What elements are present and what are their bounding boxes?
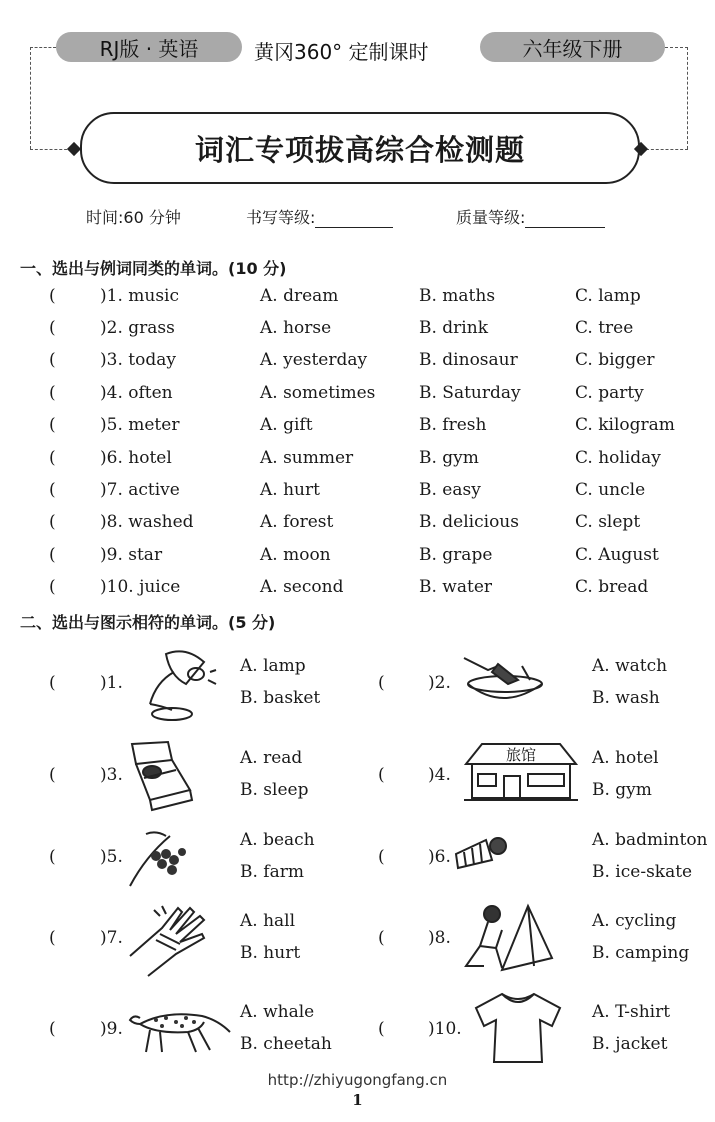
question-word: )3. today	[100, 350, 176, 370]
writing-grade-label: 书写等级:	[246, 208, 316, 227]
answer-paren[interactable]: (	[49, 318, 56, 338]
option-a: A. watch	[592, 656, 668, 676]
option-b: B. maths	[419, 286, 496, 306]
option-b: B. ice-skate	[592, 862, 693, 882]
option-c: C. party	[575, 383, 644, 403]
answer-paren[interactable]: (	[49, 286, 56, 306]
option-c: C. slept	[575, 512, 641, 532]
option-a: A. hall	[240, 911, 296, 931]
question-word: )2. grass	[100, 318, 175, 338]
option-a: A. gift	[260, 415, 313, 435]
question-word: )10. juice	[100, 577, 181, 597]
question-word: )8. washed	[100, 512, 194, 532]
answer-paren[interactable]: (	[49, 448, 56, 468]
option-b: B. dinosaur	[419, 350, 518, 370]
answer-paren[interactable]: (	[49, 847, 56, 867]
footer-url[interactable]: http://zhiyugongfang.cn	[267, 1071, 448, 1089]
answer-paren[interactable]: (	[49, 415, 56, 435]
question-number: )7.	[100, 928, 123, 948]
option-a: A. lamp	[240, 656, 306, 676]
option-b: B. cheetah	[240, 1034, 332, 1054]
quality-grade-blank[interactable]	[525, 227, 605, 228]
question-word: )9. star	[100, 545, 163, 565]
time-label: 时间:60 分钟	[86, 208, 181, 227]
option-c: C. lamp	[575, 286, 641, 306]
quality-grade-label: 质量等级:	[456, 208, 526, 227]
section1-row	[0, 286, 715, 316]
header-dash-right-vertical	[687, 47, 688, 149]
option-a: A. cycling	[592, 911, 677, 931]
option-b: B. basket	[240, 688, 321, 708]
option-c: C. tree	[575, 318, 634, 338]
option-a: A. whale	[240, 1002, 315, 1022]
option-a: A. moon	[260, 545, 331, 565]
option-a: A. hotel	[592, 748, 659, 768]
page-number: 1	[352, 1091, 363, 1109]
question-number: )10.	[428, 1019, 462, 1039]
question-word: )4. often	[100, 383, 173, 403]
shuttlecock-icon	[452, 832, 508, 882]
section1-row	[0, 415, 715, 445]
question-number: )5.	[100, 847, 123, 867]
option-c: C. bread	[575, 577, 649, 597]
answer-paren[interactable]: (	[49, 512, 56, 532]
option-a: A. badminton	[592, 830, 708, 850]
section1-row	[0, 448, 715, 478]
section1-heading: 一、选出与例词同类的单词。(10 分)	[20, 259, 287, 278]
option-c: C. bigger	[575, 350, 655, 370]
option-b: B. camping	[592, 943, 690, 963]
option-b: B. easy	[419, 480, 481, 500]
sleeping-bed-icon	[128, 740, 196, 814]
title-diamond-left	[67, 142, 81, 156]
t-shirt-icon	[472, 990, 564, 1064]
header-dash-left	[30, 47, 56, 48]
option-a: A. hurt	[260, 480, 320, 500]
question-number: )8.	[428, 928, 451, 948]
question-number: )1.	[100, 673, 123, 693]
option-a: A. sometimes	[260, 383, 376, 403]
question-word: )5. meter	[100, 415, 180, 435]
question-word: )1. music	[100, 286, 180, 306]
quality-grade	[456, 205, 605, 228]
question-number: )3.	[100, 765, 123, 785]
bandaged-hand-icon	[126, 900, 210, 978]
answer-paren[interactable]: (	[49, 673, 56, 693]
hotel-sign-text: 旅馆	[505, 746, 537, 764]
writing-grade-blank[interactable]	[315, 227, 393, 228]
answer-paren[interactable]: (	[49, 350, 56, 370]
option-c: C. holiday	[575, 448, 661, 468]
writing-grade	[246, 205, 393, 228]
option-c: C. kilogram	[575, 415, 675, 435]
option-b: B. gym	[592, 780, 652, 800]
page-title-box	[80, 112, 640, 184]
header-dash-right-bottom	[646, 149, 688, 150]
option-b: B. drink	[419, 318, 488, 338]
washing-basin-icon	[458, 650, 548, 712]
option-b: B. wash	[592, 688, 660, 708]
section1-row	[0, 512, 715, 542]
question-number: )4.	[428, 765, 451, 785]
section1-row	[0, 318, 715, 348]
option-b: B. farm	[240, 862, 304, 882]
answer-paren[interactable]: (	[378, 673, 385, 693]
option-a: A. beach	[240, 830, 315, 850]
option-a: A. read	[240, 748, 303, 768]
page-title: 词汇专项拔高综合检测题	[194, 132, 525, 167]
edition-pill	[56, 32, 242, 62]
option-a: A. second	[260, 577, 344, 597]
hotel-building-icon	[462, 740, 580, 806]
answer-paren[interactable]: (	[49, 928, 56, 948]
answer-paren[interactable]: (	[378, 847, 385, 867]
series-label: 黄冈360° 定制课时	[254, 40, 429, 64]
header-dash-left-bottom	[30, 149, 72, 150]
desk-lamp-icon	[126, 644, 218, 724]
option-a: A. dream	[260, 286, 339, 306]
answer-paren[interactable]: (	[49, 545, 56, 565]
header-dash-right	[665, 47, 688, 48]
question-number: )6.	[428, 847, 451, 867]
grape-vine-icon	[126, 826, 194, 888]
answer-paren[interactable]: (	[378, 765, 385, 785]
question-word: )6. hotel	[100, 448, 172, 468]
option-b: B. gym	[419, 448, 479, 468]
section1-row	[0, 480, 715, 510]
option-b: B. jacket	[592, 1034, 668, 1054]
option-b: B. Saturday	[419, 383, 521, 403]
option-b: B. sleep	[240, 780, 309, 800]
option-a: A. T-shirt	[592, 1002, 671, 1022]
answer-paren[interactable]: (	[49, 383, 56, 403]
answer-paren[interactable]: (	[49, 577, 56, 597]
section1-row	[0, 545, 715, 575]
section2-heading: 二、选出与图示相符的单词。(5 分)	[20, 613, 276, 632]
edition-label: RJ版 · 英语	[99, 36, 199, 61]
section1-row	[0, 350, 715, 380]
question-number: )9.	[100, 1019, 123, 1039]
option-b: B. hurt	[240, 943, 301, 963]
tent-camper-icon	[458, 900, 554, 974]
answer-paren[interactable]: (	[49, 480, 56, 500]
option-a: A. horse	[260, 318, 332, 338]
answer-paren[interactable]: (	[49, 1019, 56, 1039]
answer-paren[interactable]: (	[378, 1019, 385, 1039]
answer-paren[interactable]: (	[378, 928, 385, 948]
grade-pill	[480, 32, 665, 62]
option-a: A. summer	[260, 448, 354, 468]
question-word: )7. active	[100, 480, 180, 500]
grade-label: 六年级下册	[522, 36, 623, 61]
section1-row	[0, 383, 715, 413]
option-c: C. August	[575, 545, 659, 565]
option-b: B. water	[419, 577, 493, 597]
cheetah-icon	[126, 1002, 232, 1054]
option-b: B. fresh	[419, 415, 487, 435]
option-c: C. uncle	[575, 480, 646, 500]
option-a: A. forest	[260, 512, 334, 532]
option-a: A. yesterday	[260, 350, 368, 370]
header-dash-left-vertical	[30, 47, 31, 149]
question-number: )2.	[428, 673, 451, 693]
answer-paren[interactable]: (	[49, 765, 56, 785]
section1-row	[0, 577, 715, 607]
option-b: B. delicious	[419, 512, 519, 532]
option-b: B. grape	[419, 545, 493, 565]
